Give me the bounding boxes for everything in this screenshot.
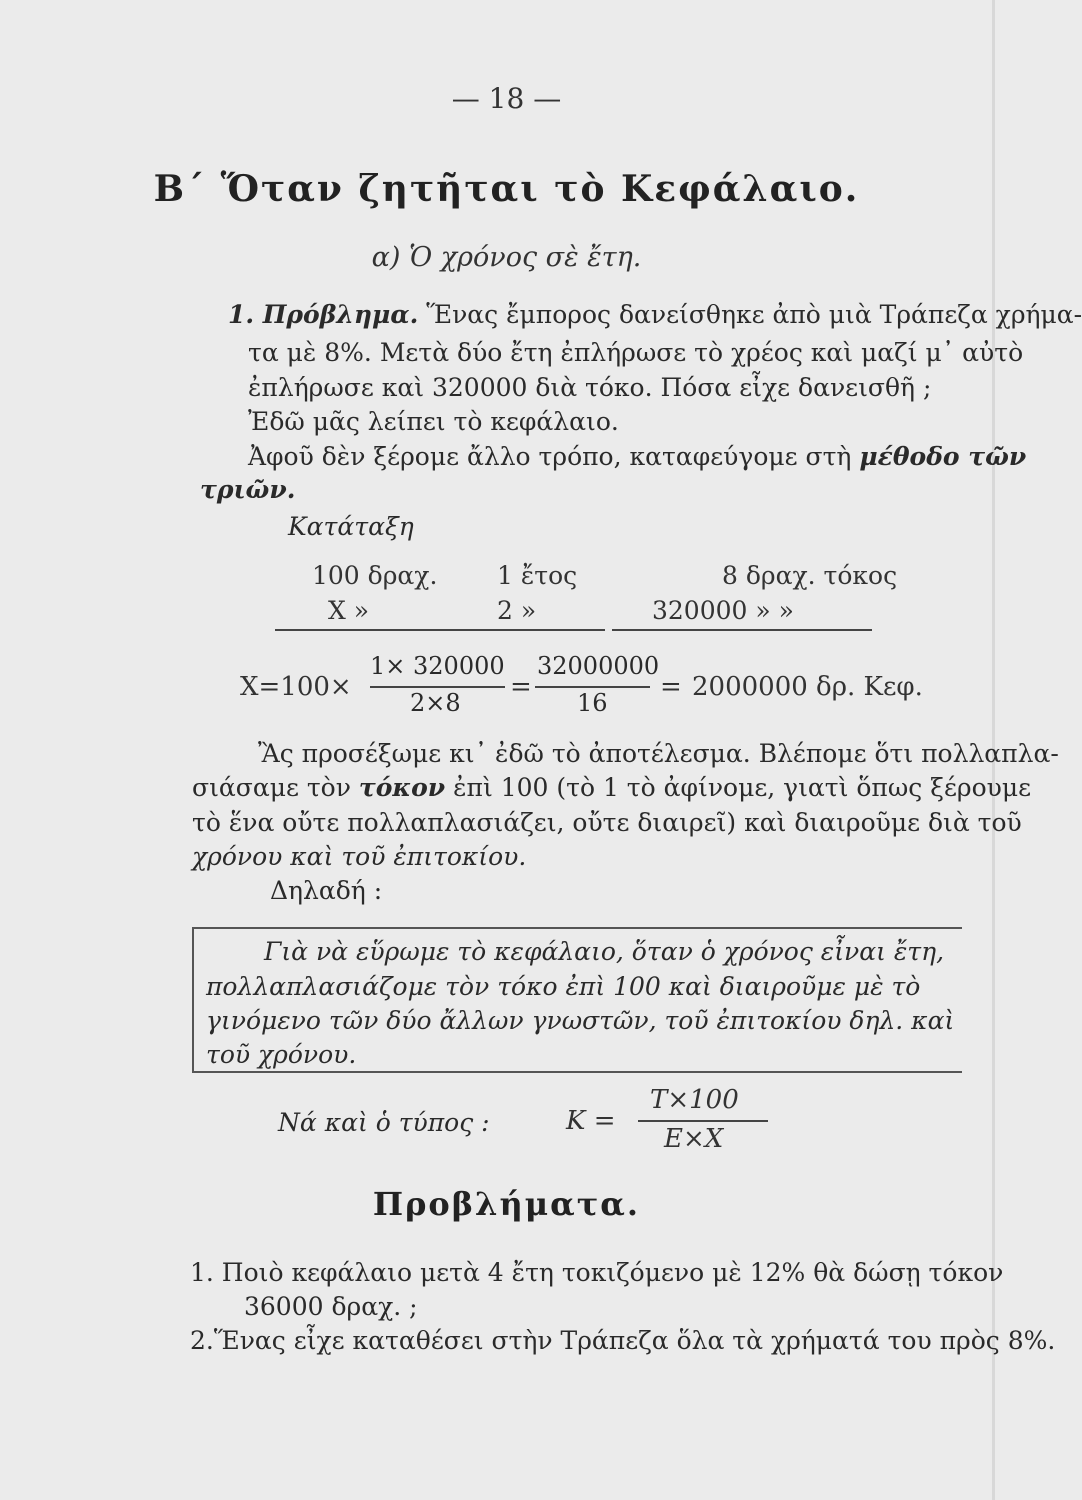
explanation-line: Ἂς προσέξωμε κι᾽ ἐδῶ τὸ ἀποτέλεσμα. Βλέπομε ὅτι πολλαπλα- bbox=[258, 739, 1059, 768]
explanation-line: Δηλαδή : bbox=[270, 876, 383, 905]
problem-item-cont: 36000 δραχ. ; bbox=[244, 1292, 418, 1321]
emphasis-term: τόκον bbox=[358, 773, 446, 802]
fraction-numerator: 1× 320000 bbox=[370, 652, 505, 680]
method-name: μέθοδο τῶν bbox=[859, 442, 1027, 471]
explanation-text: σιάσαμε τὸν bbox=[192, 773, 351, 802]
formula-lhs: Κ = bbox=[566, 1106, 616, 1136]
divider bbox=[275, 629, 605, 631]
problem-line-6: τριῶν. bbox=[200, 475, 296, 504]
fraction-numerator: Τ×100 bbox=[650, 1085, 739, 1115]
fraction-denominator: Ε×Χ bbox=[664, 1124, 724, 1154]
arrangement-cell: 100 δραχ. bbox=[312, 561, 438, 590]
fraction-numerator: 32000000 bbox=[537, 652, 660, 680]
explanation-line: χρόνου καὶ τοῦ ἐπιτοκίου. bbox=[192, 842, 527, 871]
arrangement-label: Κατάταξη bbox=[288, 512, 414, 541]
rule-box bbox=[192, 927, 962, 1073]
rule-line: τοῦ χρόνου. bbox=[206, 1040, 357, 1069]
fraction-bar bbox=[370, 686, 505, 688]
fraction-denominator: 2×8 bbox=[410, 689, 461, 717]
arrangement-cell: 2 » bbox=[497, 596, 537, 625]
problem-line-2: τα μὲ 8%. Μετὰ δύο ἔτη ἐπλήρωσε τὸ χρέος καὶ μαζί μ᾽ αὐτὸ bbox=[248, 338, 1024, 367]
problem-line-1 bbox=[228, 298, 1082, 332]
divider bbox=[612, 629, 872, 631]
problem-line-5 bbox=[248, 440, 1026, 474]
explanation-line: τὸ ἕνα οὔτε πολλαπλασιάζει, οὔτε διαιρεῖ) καὶ διαιροῦμε διὰ τοῦ bbox=[192, 808, 1022, 837]
explanation-text: ἐπὶ 100 (τὸ 1 τὸ ἀφίνομε, γιατὶ ὅπως ξέρουμε bbox=[453, 773, 1032, 802]
problem-item: 1. Ποιὸ κεφάλαιο μετὰ 4 ἔτη τοκιζόμενο μὲ 12% θὰ δώσῃ τόκον bbox=[190, 1258, 1004, 1287]
fraction-bar bbox=[535, 686, 650, 688]
problem-text: Ἕνας ἔμπορος δανείσθηκε ἀπὸ μιὰ Τράπεζα χρήμα- bbox=[426, 300, 1082, 329]
fraction-denominator: 16 bbox=[577, 689, 608, 717]
equals-sign: = bbox=[660, 672, 682, 702]
explanation-line bbox=[192, 771, 1031, 805]
section-heading: Β΄ Ὅταν ζητῆται τὸ Κεφάλαιο. bbox=[153, 168, 860, 210]
arrangement-cell: 1 ἔτος bbox=[497, 561, 578, 590]
fraction-bar bbox=[638, 1120, 768, 1122]
formula-label: Νά καὶ ὁ τύπος : bbox=[278, 1108, 490, 1137]
problems-title: Προβλήματα. bbox=[372, 1185, 641, 1223]
formula-result: 2000000 δρ. Κεφ. bbox=[692, 672, 923, 702]
rule-line: πολλαπλασιάζομε τὸν τόκο ἐπὶ 100 καὶ διαιροῦμε μὲ τὸ bbox=[206, 972, 921, 1001]
rule-line: γινόμενο τῶν δύο ἄλλων γνωστῶν, τοῦ ἐπιτοκίου δηλ. καὶ bbox=[206, 1006, 955, 1035]
problem-label: 1. Πρόβλημα. bbox=[228, 300, 419, 329]
arrangement-cell: 8 δραχ. τόκος bbox=[722, 561, 898, 590]
problem-line-3: ἐπλήρωσε καὶ 320000 διὰ τόκο. Πόσα εἶχε δανεισθῆ ; bbox=[248, 373, 932, 402]
rule-line: Γιὰ νὰ εὕρωμε τὸ κεφάλαιο, ὅταν ὁ χρόνος εἶναι ἔτη, bbox=[264, 937, 945, 966]
page-number: — 18 — bbox=[451, 82, 562, 115]
formula-lhs: Χ=100× bbox=[240, 672, 352, 702]
problem-text: Ἀφοῦ δὲν ξέρομε ἄλλο τρόπο, καταφεύγομε στὴ bbox=[248, 442, 852, 471]
arrangement-cell: Χ » bbox=[328, 596, 370, 625]
problem-line-4: Ἐδῶ μᾶς λείπει τὸ κεφάλαιο. bbox=[248, 407, 619, 436]
problem-item: 2.Ἕνας εἶχε καταθέσει στὴν Τράπεζα ὅλα τὰ χρήματά του πρὸς 8%. bbox=[190, 1326, 1056, 1355]
subsection-heading: α) Ὁ χρόνος σὲ ἔτη. bbox=[371, 242, 642, 273]
arrangement-cell: 320000 » » bbox=[652, 596, 794, 625]
equals-sign: = bbox=[510, 672, 532, 702]
